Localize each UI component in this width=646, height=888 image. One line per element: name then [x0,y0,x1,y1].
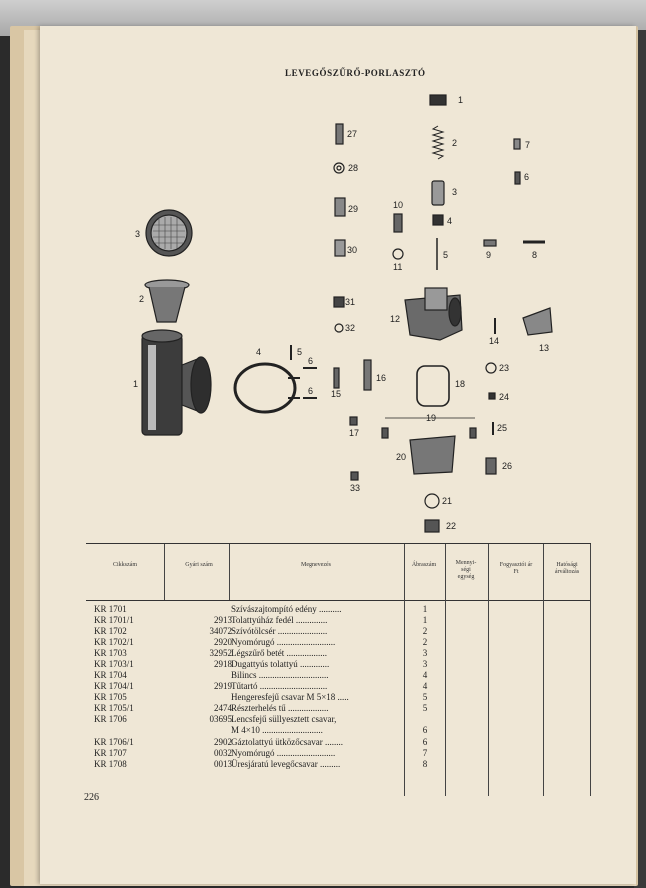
cell-megnevezes: Légszűrő betét .................. [231,648,327,658]
header-mennyisegi-egyseg: Mennyi- ségi egység [455,560,477,580]
table-row [86,670,591,681]
cell-abraszam: 5 [422,692,428,702]
cell-abraszam: 3 [422,648,428,658]
cell-cikkszam: KR 1701/1 [94,615,134,625]
figure-label-33: 33 [350,483,361,493]
table-row [86,659,591,670]
cell-cikkszam: KR 1703/1 [94,659,134,669]
cell-gyari-szam: 2474 [214,703,232,713]
part-12-carburettor-body [405,288,462,340]
figure-label-screw-6a: 6 [308,356,314,366]
header-hatosagi-arvaltozas: Hatósági árváltozás [554,562,580,575]
cell-abraszam: 2 [422,626,428,636]
table-row [86,626,591,637]
figure-label-18: 18 [455,379,466,389]
figure-label-6: 6 [524,172,530,182]
figure-label-29: 29 [348,204,359,214]
cell-megnevezes: Bilincs ............................... [231,670,329,680]
cell-cikkszam: KR 1705 [94,692,127,702]
figure-label-23: 23 [499,363,510,373]
figure-label-27: 27 [347,129,358,139]
part-1-housing [142,330,211,435]
part-3-filter [146,210,192,256]
header-gyari-szam: Gyári szám [185,562,213,568]
cell-cikkszam: KR 1704/1 [94,681,134,691]
figure-label-1: 1 [458,95,464,105]
cell-abraszam: 4 [422,670,428,680]
part-22-nut [425,520,439,532]
part-15-pin [334,368,339,388]
part-11-washer [393,249,403,259]
cell-abraszam: 1 [422,604,428,614]
figure-label-screw-6b: 6 [308,386,314,396]
figure-label-10: 10 [393,200,404,210]
col-divider [229,544,230,600]
cell-gyari-szam: 2918 [214,659,232,669]
part-10-jet [394,214,402,232]
table-row [86,681,591,692]
figure-label-4: 4 [447,216,453,226]
figure-label-8: 8 [532,250,538,260]
figure-label-25: 25 [497,423,508,433]
table-row [86,615,591,626]
cell-megnevezes: M 4×10 ........................... [231,725,323,735]
part-1-cap [430,95,446,105]
part-2-funnel [145,280,189,322]
cell-cikkszam: KR 1704 [94,670,127,680]
page-title: LEVEGŐSZŰRŐ-PORLASZTÓ [285,68,426,78]
part-16-tube [364,360,371,390]
figure-label-22: 22 [446,521,457,531]
part-4-clamp [235,364,300,412]
part-18-gasket [417,366,449,406]
part-24-screw [489,393,495,399]
header-fogyasztoi-ar: Fogyasztói ár Ft [499,562,533,575]
table-header [86,544,591,601]
cell-megnevezes: Szívászajtompító edény .......... [231,604,342,614]
part-29-sleeve [335,198,345,216]
cell-megnevezes: Tűtartó .............................. [231,681,328,691]
figure-label-15: 15 [331,389,342,399]
cell-abraszam: 5 [422,703,428,713]
cell-cikkszam: KR 1702 [94,626,127,636]
table-row [86,737,591,748]
figure-label-13: 13 [539,343,550,353]
figure-label-30: 30 [347,245,358,255]
cell-megnevezes: Gáztolattyú ütközőcsavar ........ [231,737,343,747]
part-17-screw [350,417,357,425]
cell-megnevezes: Dugattyús tolattyú ............. [231,659,330,669]
table-row [86,748,591,759]
cell-cikkszam: KR 1703 [94,648,127,658]
cell-abraszam: 1 [422,615,428,625]
figure-label-2: 2 [452,138,458,148]
cell-gyari-szam: 34072 [209,626,232,636]
figure-label-9: 9 [486,250,492,260]
figure-label-clamp-4: 4 [256,347,262,357]
table-row [86,604,591,615]
part-21-ring [425,494,439,508]
part-3-slide [432,181,444,205]
table-row [86,759,591,770]
part-27-screw [336,124,343,144]
cell-megnevezes: Lencsfejű süllyesztett csavar, [231,714,337,724]
cell-megnevezes: Üresjáratú levegőcsavar ......... [231,759,341,769]
cell-gyari-szam: 2920 [214,637,232,647]
cell-cikkszam: KR 1706 [94,714,127,724]
figure-label-filter-3: 3 [135,229,141,239]
cell-cikkszam: KR 1705/1 [94,703,134,713]
part-32-washer [335,324,343,332]
cell-megnevezes: Nyomórugó .......................... [231,748,336,758]
table-row [86,648,591,659]
part-2-spring [433,126,443,159]
part-28-washer [334,163,344,173]
cell-megnevezes: Szívótölcsér ...................... [231,626,328,636]
cell-abraszam: 4 [422,681,428,691]
cell-gyari-szam: 0013 [214,759,232,769]
figure-label-3: 3 [452,187,458,197]
header-abraszam: Ábraszám [411,562,437,568]
figure-label-11: 11 [393,262,403,272]
cell-gyari-szam: 03695 [209,714,232,724]
figure-label-16: 16 [376,373,387,383]
page-number: 226 [84,792,99,803]
part-30-spring [335,240,345,256]
part-4-needleholder [433,215,443,225]
figure-label-14: 14 [489,336,500,346]
cell-cikkszam: KR 1702/1 [94,637,134,647]
cell-gyari-szam: 32952 [209,648,232,658]
table-row [86,714,591,725]
table-row [86,637,591,648]
cell-cikkszam: KR 1708 [94,759,127,769]
part-26-plug [486,458,496,474]
parts-table [86,543,591,796]
cell-megnevezes: Részterhelés tű .................. [231,703,329,713]
figure-label-20: 20 [396,452,407,462]
cell-megnevezes: Hengeresfejű csavar M 5×18 ..... [231,692,349,702]
cell-gyari-szam: 2902 [214,737,232,747]
cell-gyari-szam: 2913 [214,615,232,625]
part-23-ring [486,363,496,373]
figure-label-funnel-2: 2 [139,294,145,304]
part-31-nut [334,297,344,307]
table-row [86,692,591,703]
figure-label-17: 17 [349,428,360,438]
part-9-spring [484,240,496,246]
table-row [86,703,591,714]
figure-label-21: 21 [442,496,453,506]
col-divider [164,544,165,600]
part-33-screw [351,472,358,480]
header-megnevezes: Megnevezés [301,562,331,568]
header-cikkszam: Cikkszám [113,562,137,568]
cell-cikkszam: KR 1706/1 [94,737,134,747]
figure-label-5: 5 [443,250,449,260]
figure-label-7: 7 [525,140,531,150]
cell-abraszam: 2 [422,637,428,647]
figure-label-32: 32 [345,323,356,333]
figure-label-24: 24 [499,392,510,402]
cell-abraszam: 6 [422,725,428,735]
figure-label-28: 28 [348,163,359,173]
cell-abraszam: 3 [422,659,428,669]
part-6-screw [515,172,520,184]
figure-label-screw-5: 5 [297,347,303,357]
figure-label-26: 26 [502,461,513,471]
cell-megnevezes: Tolattyúház fedél .............. [231,615,328,625]
cell-gyari-szam: 2919 [214,681,232,691]
cell-gyari-szam: 0032 [214,748,232,758]
cell-abraszam: 8 [422,759,428,769]
figure-label-19: 19 [426,413,437,423]
cell-cikkszam: KR 1701 [94,604,127,614]
part-7-spring [514,139,520,149]
cell-abraszam: 6 [422,737,428,747]
table-row [86,725,591,736]
cell-abraszam: 7 [422,748,428,758]
figure-label-housing-1: 1 [133,379,139,389]
cell-cikkszam: KR 1707 [94,748,127,758]
cell-megnevezes: Nyomórugó .......................... [231,637,336,647]
figure-label-31: 31 [345,297,356,307]
part-20-float-bowl [410,436,455,474]
part-13-bracket [523,308,552,335]
figure-label-12: 12 [390,314,401,324]
